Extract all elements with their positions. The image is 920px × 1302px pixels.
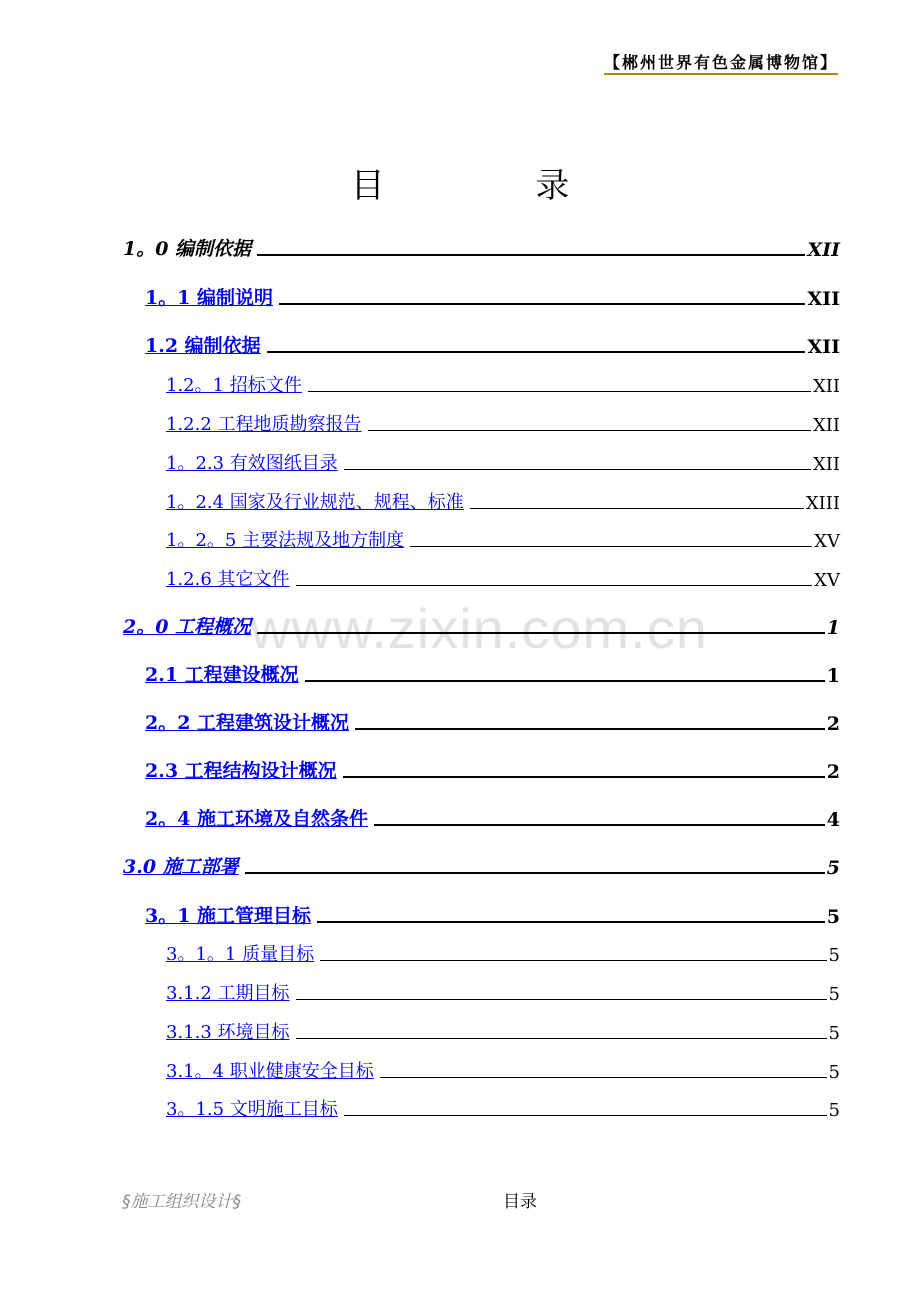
toc-page-number: 5	[828, 1100, 840, 1121]
toc-leader-line	[296, 999, 827, 1000]
toc-leader-line	[245, 872, 825, 874]
toc-entry-link[interactable]: 3。1。1 质量目标	[166, 944, 315, 965]
toc-entry-link[interactable]: 2。0 工程概况	[123, 616, 252, 638]
watermark: www.zixin.com.cn	[250, 597, 708, 660]
toc-entry[interactable]	[166, 940, 840, 966]
toc-leader-line	[343, 776, 825, 778]
toc-page-number: XII	[807, 288, 840, 310]
toc-entry[interactable]	[166, 371, 840, 397]
toc-page-number: XIII	[805, 493, 840, 514]
toc-entry[interactable]	[145, 901, 840, 928]
toc-page-number: 5	[826, 857, 840, 879]
toc-leader-line	[374, 824, 825, 826]
toc-page-number: XII	[812, 376, 840, 397]
toc-leader-line	[344, 469, 811, 470]
toc-leader-line	[257, 632, 825, 634]
toc-entry-link[interactable]: 2。4 施工环境及自然条件	[145, 808, 369, 830]
toc-entry[interactable]	[145, 331, 840, 358]
toc-entry-link[interactable]: 3。1 施工管理目标	[145, 905, 312, 927]
toc-leader-line	[380, 1077, 827, 1078]
toc-entry[interactable]	[166, 526, 840, 552]
toc-entry-link[interactable]: 1.2 编制依据	[145, 335, 261, 357]
toc-page-number: 5	[828, 1062, 840, 1083]
toc-page-number: 5	[828, 984, 840, 1005]
toc-leader-line	[305, 680, 825, 682]
toc-leader-line	[308, 391, 811, 392]
toc-page-number: XII	[812, 415, 840, 436]
toc-page-number: 4	[826, 809, 840, 831]
toc-entry-link[interactable]: 1。2。5 主要法规及地方制度	[166, 530, 405, 551]
toc-page-number: 5	[828, 945, 840, 966]
toc-entry-link[interactable]: 2.3 工程结构设计概况	[145, 760, 337, 782]
toc-entry[interactable]	[166, 410, 840, 436]
toc-page-number: 1	[826, 617, 840, 639]
toc-leader-line	[470, 508, 804, 509]
toc-entry[interactable]	[145, 804, 840, 831]
toc-entry[interactable]	[166, 1018, 840, 1044]
toc-entry[interactable]	[123, 612, 840, 639]
toc-page-number: 2	[826, 761, 840, 783]
page-title: 目 录	[350, 166, 640, 206]
toc-entry[interactable]	[166, 1057, 840, 1083]
toc-leader-line	[296, 1038, 827, 1039]
toc-entry[interactable]	[166, 979, 840, 1005]
toc-entry-link[interactable]: 3.1.3 环境目标	[166, 1022, 290, 1043]
toc-entry[interactable]	[166, 488, 840, 514]
toc-page-number: 5	[828, 1023, 840, 1044]
toc-leader-line	[368, 430, 811, 431]
toc-page-number: XII	[807, 336, 840, 358]
toc-entry-link[interactable]: 1.2。1 招标文件	[166, 375, 302, 396]
header-tag-text: 【郴州世界有色金属博物馆】	[604, 53, 838, 75]
toc-entry-link[interactable]: 3。1.5 文明施工目标	[166, 1099, 338, 1120]
toc-page-number: XII	[812, 454, 840, 475]
toc-entry[interactable]	[145, 756, 840, 783]
toc-page-number: 1	[826, 665, 840, 687]
toc-leader-line	[410, 546, 812, 547]
toc-entry-link[interactable]: 1。2.4 国家及行业规范、规程、标准	[166, 492, 464, 513]
toc-entry[interactable]	[166, 565, 840, 591]
toc-entry[interactable]	[145, 660, 840, 687]
toc-leader-line	[344, 1115, 827, 1116]
toc-entry-link[interactable]: 1。1 编制说明	[145, 287, 274, 309]
toc-leader-line	[257, 254, 805, 256]
toc-entry-link[interactable]: 3.0 施工部署	[123, 856, 239, 878]
toc-entry-link[interactable]: 3.1.2 工期目标	[166, 983, 290, 1004]
toc-entry[interactable]	[145, 283, 840, 310]
toc-entry-link[interactable]: 2.1 工程建设概况	[145, 664, 299, 686]
toc-leader-line	[267, 351, 806, 353]
toc-leader-line	[320, 960, 826, 961]
toc-page-number: 5	[826, 906, 840, 928]
toc-page-number: XV	[814, 531, 840, 552]
footer-center: 目录	[503, 1192, 537, 1212]
toc-leader-line	[296, 585, 813, 586]
toc-entry-link[interactable]: 1.2.6 其它文件	[166, 569, 290, 590]
toc-entry-link[interactable]: 1.2.2 工程地质勘察报告	[166, 414, 362, 435]
toc-entry[interactable]	[123, 852, 840, 879]
toc-entry-link[interactable]: 1。2.3 有效图纸目录	[166, 453, 338, 474]
toc-page-number: XII	[807, 239, 840, 261]
toc-entry[interactable]	[166, 449, 840, 475]
toc-entry[interactable]	[123, 234, 840, 261]
toc-entry-link[interactable]: 2。2 工程建筑设计概况	[145, 712, 350, 734]
toc-leader-line	[317, 921, 825, 923]
toc-page-number: XV	[814, 570, 840, 591]
toc-entry[interactable]	[145, 708, 840, 735]
toc-entry-link[interactable]: 3.1。4 职业健康安全目标	[166, 1061, 374, 1082]
toc-leader-line	[279, 303, 805, 305]
toc-leader-line	[355, 728, 825, 730]
toc-entry-link[interactable]: 1。0 编制依据	[123, 238, 252, 260]
toc-page-number: 2	[826, 713, 840, 735]
footer-left: §施工组织设计§	[122, 1192, 241, 1212]
toc-entry[interactable]	[166, 1095, 840, 1121]
